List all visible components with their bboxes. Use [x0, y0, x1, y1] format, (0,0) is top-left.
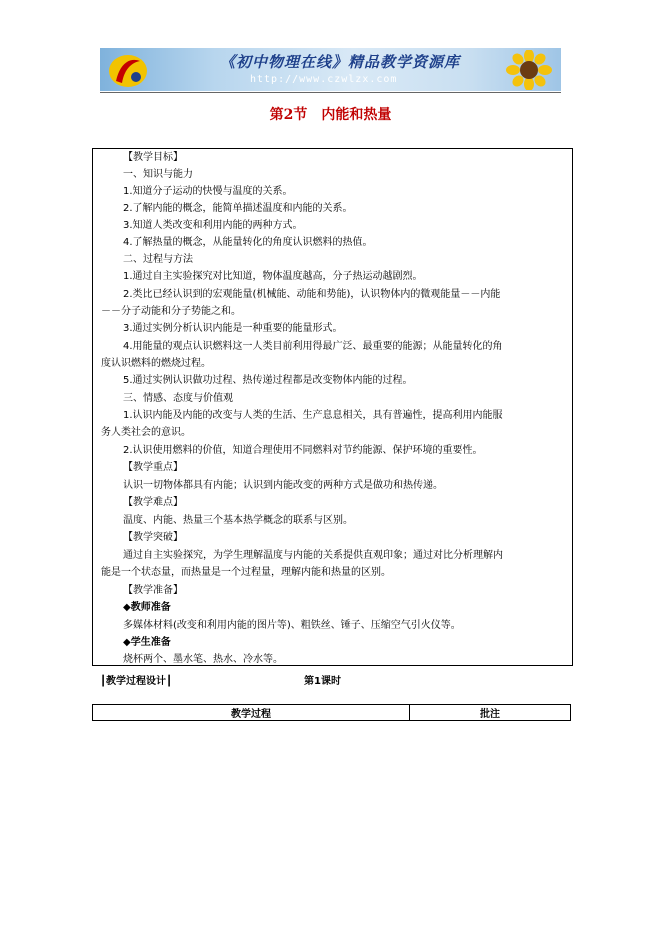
- lesson-number: 第1课时: [304, 676, 341, 687]
- site-logo: [106, 51, 150, 89]
- teacher-preparation-heading: ◆教师准备: [123, 602, 171, 613]
- teacher-preparation-text: 多媒体材料(改变和利用内能的图片等)、粗铁丝、锤子、压缩空气引火仪等。: [123, 620, 461, 631]
- attitude-item-continued: 务人类社会的意识。: [101, 427, 191, 438]
- banner-title: 《初中物理在线》精品教学资源库: [220, 53, 461, 71]
- knowledge-heading: 一、知识与能力: [123, 169, 193, 180]
- banner-divider: [100, 92, 561, 93]
- process-item-continued: －－分子动能和分子势能之和。: [101, 306, 241, 317]
- knowledge-item: 1.知道分子运动的快慢与温度的关系。: [123, 186, 293, 197]
- process-table: [92, 704, 571, 721]
- process-item: 4.用能量的观点认识燃料这一人类目前利用得最广泛、最重要的能源；从能量转化的角: [123, 341, 503, 352]
- process-heading: 二、过程与方法: [123, 254, 193, 265]
- difficulties-text: 温度、内能、热量三个基本热学概念的联系与区别。: [123, 515, 353, 526]
- design-label: ┃教学过程设计┃: [100, 676, 173, 687]
- knowledge-item: 3.知道人类改变和利用内能的两种方式。: [123, 220, 303, 231]
- attitude-heading: 三、情感、态度与价值观: [123, 393, 233, 404]
- student-preparation-text: 烧杯两个、墨水笔、热水、冷水等。: [123, 654, 283, 665]
- key-points-heading: 【教学重点】: [123, 462, 183, 473]
- process-item: 3.通过实例分析认识内能是一种重要的能量形式。: [123, 323, 343, 334]
- breakthrough-heading: 【教学突破】: [123, 532, 183, 543]
- process-table-header: [93, 705, 571, 721]
- sunflower-image: [505, 50, 553, 90]
- breakthrough-text: 通过自主实验探究，为学生理解温度与内能的关系提供直观印象；通过对比分析理解内: [123, 550, 503, 561]
- knowledge-item: 2.了解内能的概念，能简单描述温度和内能的关系。: [123, 203, 353, 214]
- banner-url: http://www.czwlzx.com: [250, 74, 398, 85]
- preparation-heading: 【教学准备】: [123, 585, 183, 596]
- attitude-item: 1.认识内能及内能的改变与人类的生活、生产息息相关，具有普遍性，提高利用内能服: [123, 410, 503, 421]
- difficulties-heading: 【教学难点】: [123, 497, 183, 508]
- attitude-item: 2.认识使用燃料的价值，知道合理使用不同燃料对节约能源、保护环境的重要性。: [123, 445, 483, 456]
- student-preparation-heading: ◆学生准备: [123, 637, 171, 648]
- breakthrough-text-continued: 能是一个状态量，而热量是一个过程量，理解内能和热量的区别。: [101, 567, 391, 578]
- section-title: 第2节 内能和热量: [269, 107, 392, 123]
- objectives-heading: 【教学目标】: [123, 152, 183, 163]
- annotation-column-header: 批注: [410, 705, 571, 721]
- process-item: 1.通过自主实验探究对比知道，物体温度越高，分子热运动越剧烈。: [123, 271, 423, 282]
- knowledge-item: 4.了解热量的概念，从能量转化的角度认识燃料的热值。: [123, 237, 373, 248]
- process-column-header: 教学过程: [93, 705, 410, 721]
- key-points-text: 认识一切物体都具有内能；认识到内能改变的两种方式是做功和热传递。: [123, 480, 443, 491]
- process-item: 2.类比已经认识到的宏观能量(机械能、动能和势能)，认识物体内的微观能量－－内能: [123, 289, 501, 300]
- lesson-plan-box: [92, 148, 573, 666]
- header-banner: [100, 48, 561, 91]
- process-item: 5.通过实例认识做功过程、热传递过程都是改变物体内能的过程。: [123, 375, 413, 386]
- process-item-continued: 度认识燃料的燃烧过程。: [101, 358, 211, 369]
